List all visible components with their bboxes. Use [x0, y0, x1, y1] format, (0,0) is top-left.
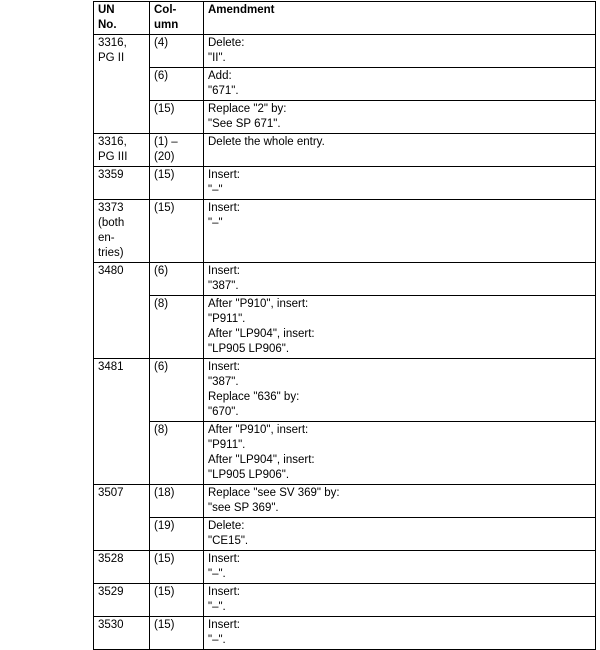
- header-row: [94, 2, 596, 35]
- un-number-cell: 3529: [94, 584, 150, 617]
- table-row: [94, 584, 596, 617]
- column-cell: (4): [150, 35, 204, 68]
- table-row: [94, 68, 596, 101]
- table-row: [94, 359, 596, 422]
- column-cell: (18): [150, 485, 204, 518]
- table-row: [94, 35, 596, 68]
- column-cell: (6): [150, 68, 204, 101]
- amendment-cell: Insert: "–": [204, 200, 596, 263]
- table-row: [94, 422, 596, 485]
- table-row: [94, 485, 596, 518]
- table-body: [94, 35, 596, 650]
- header-amendment: Amendment: [204, 2, 596, 35]
- table-row: [94, 617, 596, 650]
- amendment-cell: Insert: "387". Replace "636" by: "670".: [204, 359, 596, 422]
- column-cell: (19): [150, 518, 204, 551]
- amendment-cell: Delete the whole entry.: [204, 134, 596, 167]
- un-number-cell: 3481: [94, 359, 150, 485]
- column-cell: (8): [150, 296, 204, 359]
- table-row: [94, 296, 596, 359]
- column-cell: (15): [150, 101, 204, 134]
- table-row: [94, 167, 596, 200]
- column-cell: (15): [150, 167, 204, 200]
- column-cell: (8): [150, 422, 204, 485]
- column-cell: (15): [150, 551, 204, 584]
- amendment-cell: Insert: "387".: [204, 263, 596, 296]
- column-cell: (6): [150, 359, 204, 422]
- table-row: [94, 200, 596, 263]
- un-number-cell: 3480: [94, 263, 150, 359]
- table-row: [94, 101, 596, 134]
- column-cell: (15): [150, 584, 204, 617]
- amendment-cell: Add: "671".: [204, 68, 596, 101]
- amendment-cell: Replace "2" by: "See SP 671".: [204, 101, 596, 134]
- amendments-table: [93, 1, 596, 650]
- amendment-cell: Delete: "CE15".: [204, 518, 596, 551]
- amendment-cell: Replace "see SV 369" by: "see SP 369".: [204, 485, 596, 518]
- table-row: [94, 518, 596, 551]
- column-cell: (15): [150, 617, 204, 650]
- un-number-cell: 3528: [94, 551, 150, 584]
- table-row: [94, 263, 596, 296]
- un-number-cell: 3507: [94, 485, 150, 551]
- header-un-no: UN No.: [94, 2, 150, 35]
- amendment-cell: After "P910", insert: "P911". After "LP904", insert: "LP905 LP906".: [204, 422, 596, 485]
- un-number-cell: 3373 (both en- tries): [94, 200, 150, 263]
- amendment-cell: Insert: "–".: [204, 551, 596, 584]
- un-number-cell: 3359: [94, 167, 150, 200]
- column-cell: (6): [150, 263, 204, 296]
- amendment-cell: Delete: "II".: [204, 35, 596, 68]
- un-number-cell: 3316, PG III: [94, 134, 150, 167]
- column-cell: (15): [150, 200, 204, 263]
- table-row: [94, 134, 596, 167]
- un-number-cell: 3316, PG II: [94, 35, 150, 134]
- table-row: [94, 551, 596, 584]
- header-column: Col- umn: [150, 2, 204, 35]
- amendment-cell: Insert: "–": [204, 167, 596, 200]
- amendment-cell: Insert: "–".: [204, 617, 596, 650]
- amendment-cell: Insert: "–".: [204, 584, 596, 617]
- un-number-cell: 3530: [94, 617, 150, 650]
- amendment-cell: After "P910", insert: "P911". After "LP904", insert: "LP905 LP906".: [204, 296, 596, 359]
- column-cell: (1) – (20): [150, 134, 204, 167]
